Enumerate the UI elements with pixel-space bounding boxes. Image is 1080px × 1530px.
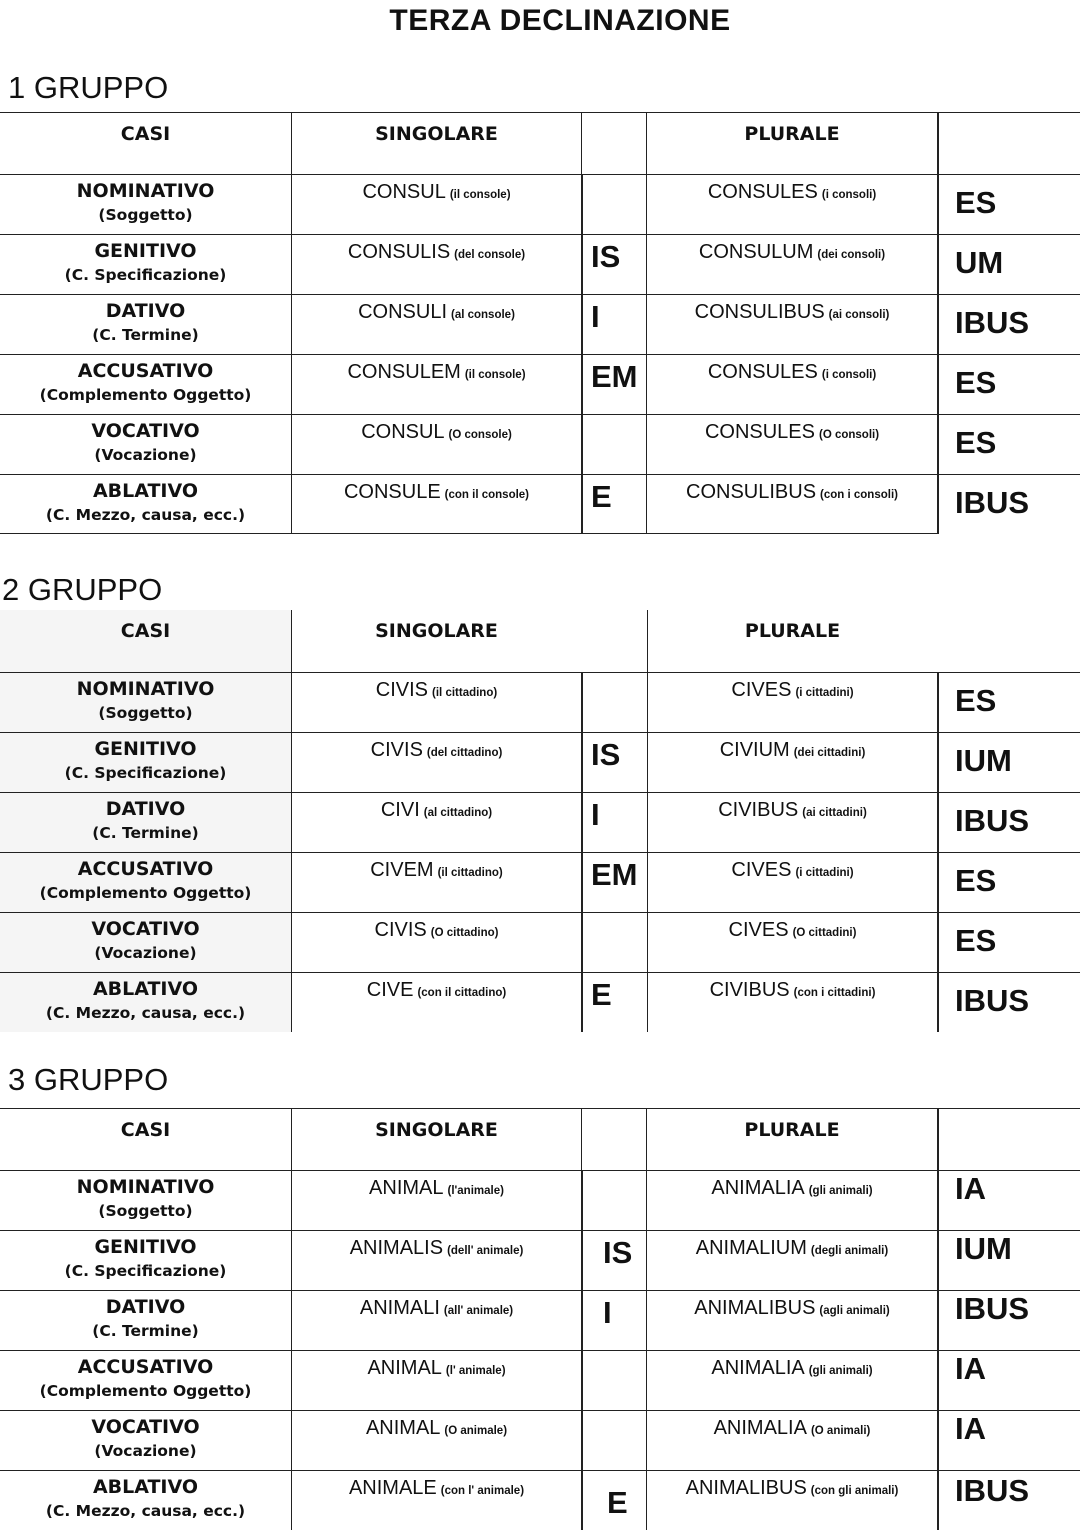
header-plural: PLURALE (647, 610, 937, 672)
header-plural-ending (937, 1108, 1080, 1170)
header-cases: CASI (0, 1108, 291, 1170)
case-genitivo: GENITIVO (C. Specificazione) (0, 234, 291, 294)
singular-ending: EM (581, 852, 647, 912)
singular-ending (581, 1410, 647, 1470)
header-cases: CASI (0, 610, 291, 672)
header-cases: CASI (0, 112, 291, 174)
plural-ending: IA (937, 1350, 1080, 1410)
singular-ending: EM (581, 354, 647, 414)
singular-form: CONSULEM (il console) (291, 354, 581, 414)
singular-ending (581, 912, 647, 972)
singular-ending: E (581, 474, 647, 534)
singular-form: ANIMALI (all' animale) (291, 1290, 581, 1350)
plural-ending: IBUS (937, 792, 1080, 852)
case-dativo: DATIVO (C. Termine) (0, 792, 291, 852)
plural-ending: IA (937, 1170, 1080, 1230)
singular-form: CONSUL (il console) (291, 174, 581, 234)
singular-form: CONSULE (con il console) (291, 474, 581, 534)
case-accusativo: ACCUSATIVO (Complemento Oggetto) (0, 852, 291, 912)
header-singular: SINGOLARE (291, 610, 581, 672)
singular-form: ANIMAL (l' animale) (291, 1350, 581, 1410)
header-singular: SINGOLARE (291, 1108, 581, 1170)
header-plural-ending (937, 610, 1080, 672)
case-vocativo: VOCATIVO (Vocazione) (0, 414, 291, 474)
singular-ending (581, 1350, 647, 1410)
plural-ending: IUM (937, 1230, 1080, 1290)
plural-form: ANIMALIBUS (agli animali) (647, 1290, 937, 1350)
plural-ending: IBUS (937, 294, 1080, 354)
plural-form: CONSULES (O consoli) (647, 414, 937, 474)
singular-form: CIVIS (il cittadino) (291, 672, 581, 732)
singular-form: CIVIS (O cittadino) (291, 912, 581, 972)
group-title: 1 GRUPPO (8, 70, 169, 105)
singular-ending: E (581, 972, 647, 1032)
header-singular-ending (581, 1108, 647, 1170)
singular-form: CONSULI (al console) (291, 294, 581, 354)
singular-form: ANIMAL (O animale) (291, 1410, 581, 1470)
plural-form: CIVIBUS (con i cittadini) (647, 972, 937, 1032)
case-accusativo: ACCUSATIVO (Complemento Oggetto) (0, 1350, 291, 1410)
header-plural-ending (937, 112, 1080, 174)
group-title: 3 GRUPPO (8, 1062, 169, 1097)
plural-ending: IBUS (937, 972, 1080, 1032)
singular-ending (581, 414, 647, 474)
singular-form: CONSULIS (del console) (291, 234, 581, 294)
plural-form: CIVES (i cittadini) (647, 672, 937, 732)
case-vocativo: VOCATIVO (Vocazione) (0, 1410, 291, 1470)
plural-ending: ES (937, 912, 1080, 972)
plural-form: CIVES (O cittadini) (647, 912, 937, 972)
singular-form: ANIMALE (con l' animale) (291, 1470, 581, 1530)
singular-form: CIVE (con il cittadino) (291, 972, 581, 1032)
plural-ending: UM (937, 234, 1080, 294)
plural-form: ANIMALIA (gli animali) (647, 1170, 937, 1230)
declension-table (0, 610, 1080, 1032)
case-vocativo: VOCATIVO (Vocazione) (0, 912, 291, 972)
case-ablativo: ABLATIVO (C. Mezzo, causa, ecc.) (0, 474, 291, 534)
singular-ending (581, 672, 647, 732)
document-title: TERZA DECLINAZIONE (389, 4, 731, 37)
plural-ending: IA (937, 1410, 1080, 1470)
singular-form: CIVI (al cittadino) (291, 792, 581, 852)
case-ablativo: ABLATIVO (C. Mezzo, causa, ecc.) (0, 972, 291, 1032)
singular-ending: E (581, 1470, 647, 1530)
header-singular-ending (581, 112, 647, 174)
plural-form: ANIMALIA (gli animali) (647, 1350, 937, 1410)
plural-ending: ES (937, 852, 1080, 912)
case-ablativo: ABLATIVO (C. Mezzo, causa, ecc.) (0, 1470, 291, 1530)
plural-form: CONSULIBUS (con i consoli) (647, 474, 937, 534)
plural-ending: ES (937, 672, 1080, 732)
singular-ending: IS (581, 732, 647, 792)
singular-ending: I (581, 792, 647, 852)
plural-ending: ES (937, 414, 1080, 474)
case-genitivo: GENITIVO (C. Specificazione) (0, 732, 291, 792)
plural-form: ANIMALIBUS (con gli animali) (647, 1470, 937, 1530)
plural-ending: IBUS (937, 1470, 1080, 1530)
plural-form: CONSULIBUS (ai consoli) (647, 294, 937, 354)
plural-form: CONSULES (i consoli) (647, 174, 937, 234)
plural-form: CONSULES (i consoli) (647, 354, 937, 414)
case-nominativo: NOMINATIVO (Soggetto) (0, 672, 291, 732)
plural-ending: IUM (937, 732, 1080, 792)
plural-ending: IBUS (937, 1290, 1080, 1350)
singular-ending (581, 1170, 647, 1230)
group-title: 2 GRUPPO (2, 572, 163, 607)
plural-form: CIVES (i cittadini) (647, 852, 937, 912)
header-singular: SINGOLARE (291, 112, 581, 174)
declension-table (0, 112, 1080, 534)
singular-form: CIVIS (del cittadino) (291, 732, 581, 792)
plural-ending: IBUS (937, 474, 1080, 534)
singular-ending: I (581, 1290, 647, 1350)
header-plural: PLURALE (647, 1108, 937, 1170)
declension-table (0, 1108, 1080, 1530)
header-plural: PLURALE (647, 112, 937, 174)
plural-form: CONSULUM (dei consoli) (647, 234, 937, 294)
singular-form: CONSUL (O console) (291, 414, 581, 474)
singular-ending (581, 174, 647, 234)
case-nominativo: NOMINATIVO (Soggetto) (0, 1170, 291, 1230)
plural-form: CIVIBUS (ai cittadini) (647, 792, 937, 852)
plural-ending: ES (937, 174, 1080, 234)
case-accusativo: ACCUSATIVO (Complemento Oggetto) (0, 354, 291, 414)
singular-ending: I (581, 294, 647, 354)
case-genitivo: GENITIVO (C. Specificazione) (0, 1230, 291, 1290)
plural-ending: ES (937, 354, 1080, 414)
case-nominativo: NOMINATIVO (Soggetto) (0, 174, 291, 234)
singular-form: CIVEM (il cittadino) (291, 852, 581, 912)
header-singular-ending (581, 610, 647, 672)
singular-ending: IS (581, 1230, 647, 1290)
plural-form: ANIMALIUM (degli animali) (647, 1230, 937, 1290)
singular-form: ANIMALIS (dell' animale) (291, 1230, 581, 1290)
case-dativo: DATIVO (C. Termine) (0, 294, 291, 354)
singular-ending: IS (581, 234, 647, 294)
plural-form: ANIMALIA (O animali) (647, 1410, 937, 1470)
singular-form: ANIMAL (l'animale) (291, 1170, 581, 1230)
case-dativo: DATIVO (C. Termine) (0, 1290, 291, 1350)
plural-form: CIVIUM (dei cittadini) (647, 732, 937, 792)
